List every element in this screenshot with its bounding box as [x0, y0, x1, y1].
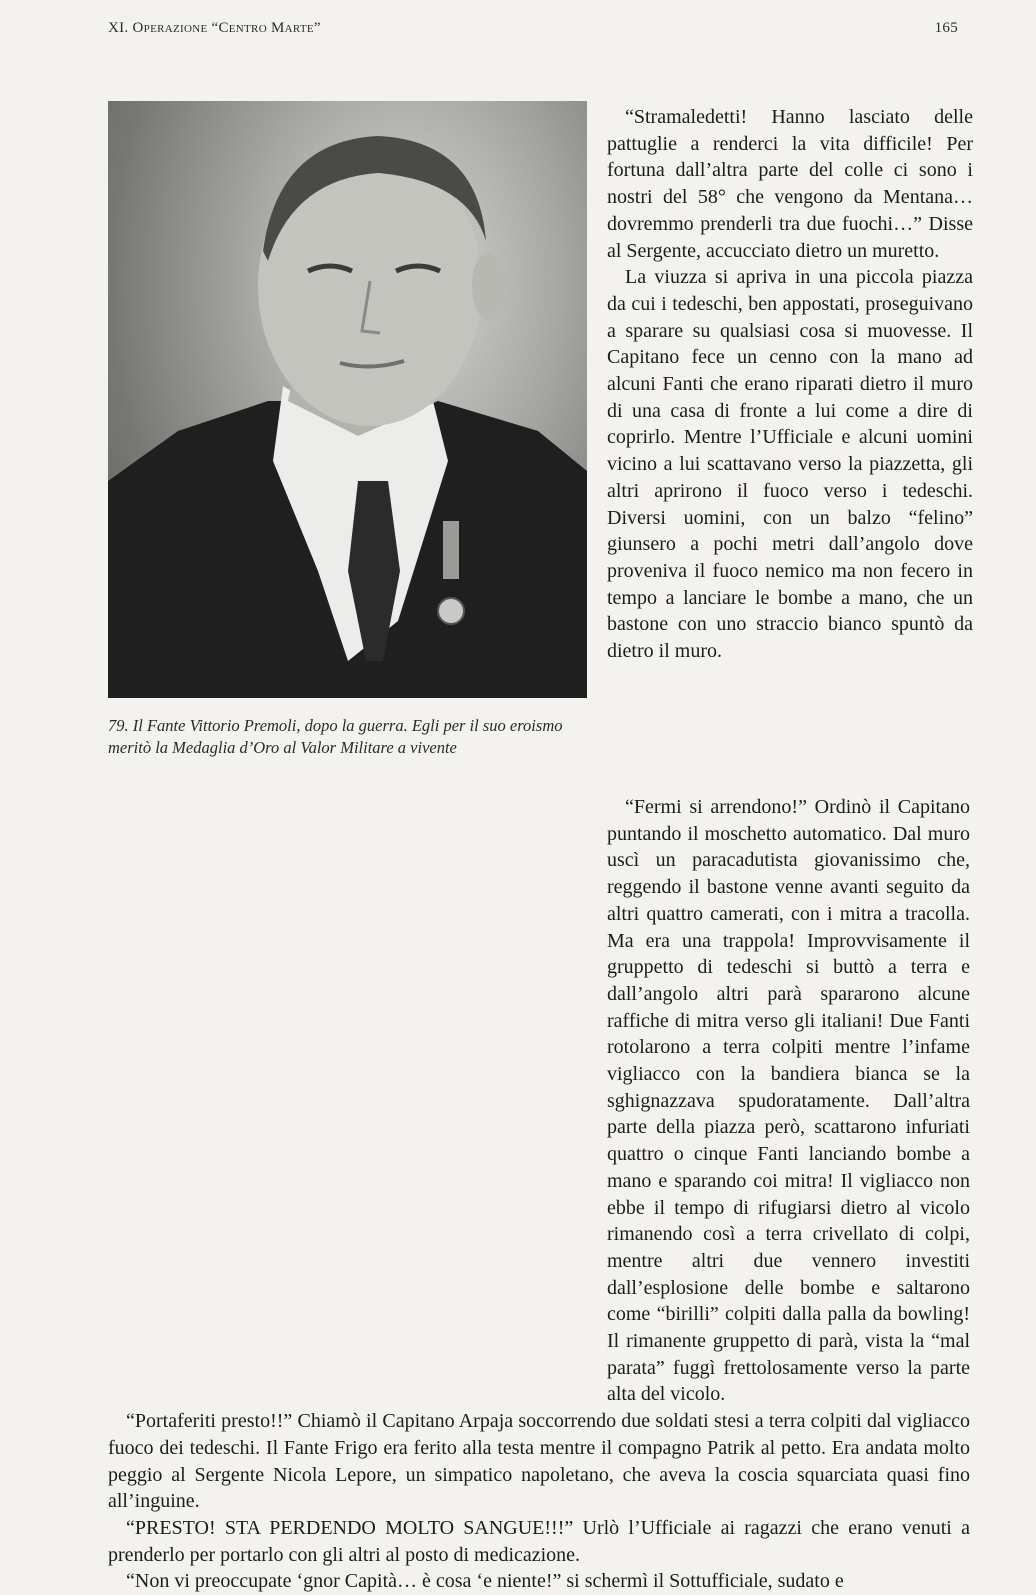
paragraph: La viuzza si apriva in una piccola piazza da cui i tedeschi, ben appostati, proseguivano a sparare su qualsiasi cosa si muovesse. Il Capitano fece un cenno con la mano ad alcuni Fanti che erano riparati dietro il muro di una casa di fronte a lui come a dire di coprirlo. Mentre l’Ufficiale e alcuni uomini vicino a lui scattavano verso la piazzetta, gli altri aprirono il fuoco verso i tedeschi. Diversi uomini, con un balzo “felino” giunsero a pochi metri dall’angolo dove proveniva il fuoco nemico ma non fecero in tempo a lanciare le bombe a mano, che un bastone con uno straccio bianco spuntò da dietro il muro.	[607, 266, 973, 663]
body-text	[108, 794, 970, 1595]
medal-ribbon	[443, 521, 459, 579]
right-column-text	[607, 104, 973, 665]
paragraph: “PRESTO! STA PERDENDO MOLTO SANGUE!!!” Urlò l’Ufficiale ai ragazzi che erano venuti a prenderlo per portarlo con gli altri al posto di medicazione.	[108, 1516, 970, 1566]
paragraph: “Portaferiti presto!!” Chiamò il Capitano Arpaja soccorrendo due soldati stesi a terra colpiti dal vigliacco fuoco dei tedeschi. Il Fante Frigo era ferito alla testa mentre il compagno Patrik al petto. Era andata molto peggio al Sergente Nicola Lepore, un simpatico napoletano, che aveva la coscia squarciata quasi fino all’inguine.	[108, 1410, 970, 1513]
portrait-illustration	[108, 101, 587, 698]
portrait-photo	[108, 101, 587, 698]
paragraph: “Stramaledetti! Hanno lasciato delle pattuglie a renderci la vita difficile! Per fortuna dall’altra parte del colle ci sono i nostri del 58° che vengono da Mentana… dovremmo prenderli tra due fuochi…” Disse al Sergente, accucciato dietro un muretto.	[607, 106, 973, 262]
page-number: 165	[934, 20, 958, 36]
photo-caption: 79. Il Fante Vittorio Premoli, dopo la guerra. Egli per il suo eroismo meritò la Medaglia d’Oro al Valor Militare a vivente	[108, 716, 563, 757]
paragraph: “Non vi preoccupate ‘gnor Capità… è cosa ‘e niente!” si schermì il Sottufficiale, sudato e	[126, 1570, 844, 1593]
medal-icon	[438, 598, 464, 624]
paragraph	[108, 794, 970, 1408]
running-head	[108, 20, 958, 37]
paragraph-text: “Fermi si arrendono!” Ordinò il Capitano puntando il moschetto automatico. Dal muro uscì un paracadutista giovanissimo che, reggendo il bastone venne avanti seguito da altri quattro camerati, con i mitra a tracolla. Ma era una trappola! Improvvisamente il gruppetto di tedeschi si buttò a terra e dall’angolo altri parà spararono alcune raffiche di mitra verso gli italiani! Due Fanti rotolarono a terra colpiti mentre l’infame vigliacco con la bandiera bianca se la sghignazzava spudoratamente. Dall’altra parte della piazza però, scattarono infuriati quattro o cinque Fanti lanciando bombe a mano e sparando coi mitra! Il vigliacco non ebbe il tempo di rifugiarsi dietro al vicolo rimanendo così a terra crivellato di colpi, mentre altri due vennero investiti dall’esplosione delle bombe e saltarono come “birilli” colpiti dalla palla da bowling! Il rimanente gruppetto di parà, vista la “mal parata” fuggì frettolosamente verso la parte alta del vicolo.	[607, 796, 970, 1406]
chapter-title: XI. Operazione “Centro Marte”	[108, 20, 321, 36]
